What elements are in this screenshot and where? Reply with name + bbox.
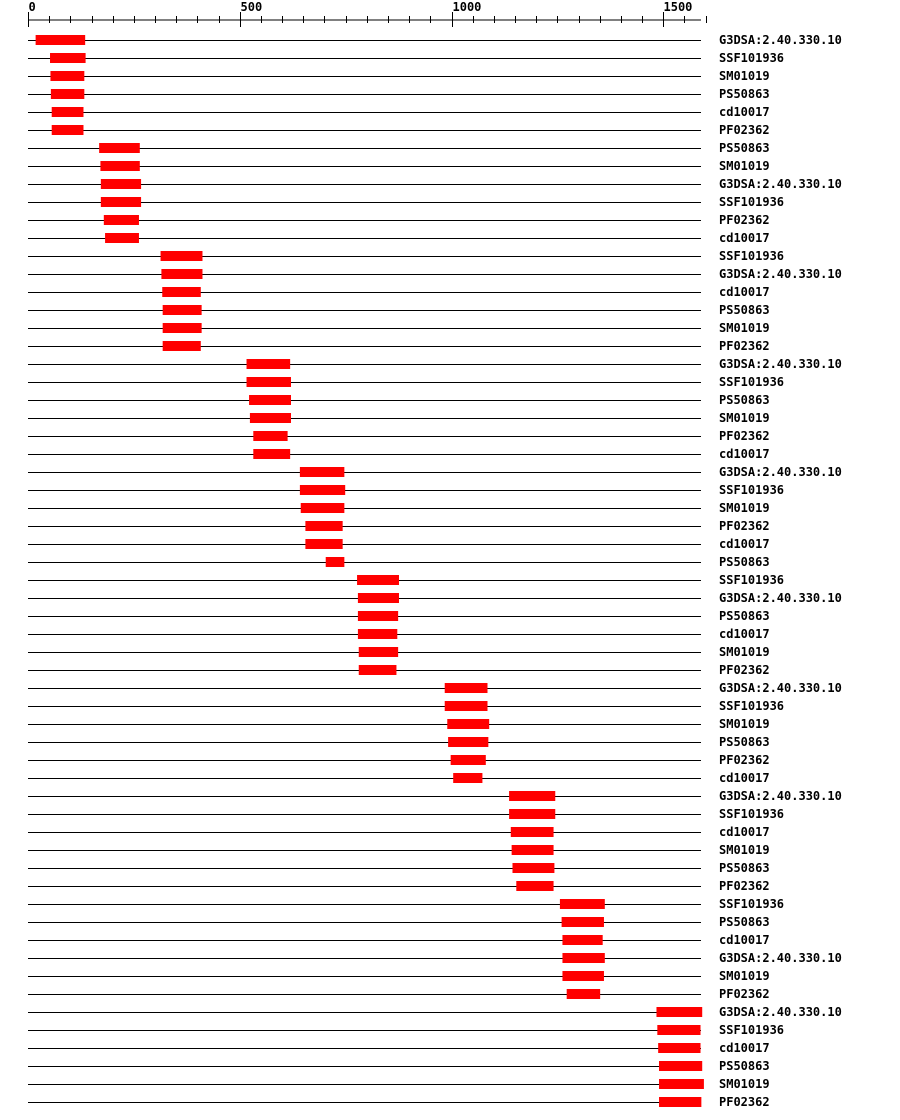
- track-row: [28, 861, 770, 875]
- track-label: cd10017: [719, 285, 770, 299]
- feature-bar[interactable]: [562, 935, 602, 945]
- track-row: [28, 1005, 842, 1019]
- feature-bar[interactable]: [567, 989, 600, 999]
- track-row: [28, 465, 842, 479]
- track-row: [28, 105, 770, 119]
- feature-bar[interactable]: [658, 1043, 700, 1053]
- feature-bar[interactable]: [253, 431, 287, 441]
- track-label: SM01019: [719, 69, 770, 83]
- feature-bar[interactable]: [451, 755, 486, 765]
- feature-bar[interactable]: [163, 341, 201, 351]
- feature-bar[interactable]: [161, 269, 202, 279]
- track-row: [28, 987, 770, 1001]
- feature-bar[interactable]: [163, 323, 202, 333]
- track-row: [28, 573, 784, 587]
- track-label: SSF101936: [719, 375, 785, 389]
- track-label: PF02362: [719, 663, 770, 677]
- feature-bar[interactable]: [326, 557, 345, 567]
- track-row: [28, 87, 770, 101]
- track-label: SSF101936: [719, 51, 785, 65]
- track-label: SSF101936: [719, 483, 785, 497]
- track-label: PF02362: [719, 123, 770, 137]
- feature-bar[interactable]: [445, 683, 488, 693]
- track-label: G3DSA:2.40.330.10: [719, 357, 842, 371]
- track-row: [28, 1077, 770, 1091]
- feature-bar[interactable]: [358, 611, 398, 621]
- tick-label: 0: [28, 0, 36, 14]
- track-row: [28, 33, 842, 47]
- track-label: G3DSA:2.40.330.10: [719, 591, 842, 605]
- track-label: PF02362: [719, 879, 770, 893]
- track-row: [28, 501, 770, 515]
- track-label: cd10017: [719, 231, 770, 245]
- track-label: SM01019: [719, 969, 770, 983]
- track-row: [28, 249, 784, 263]
- feature-bar[interactable]: [250, 413, 291, 423]
- track-label: SM01019: [719, 717, 770, 731]
- track-label: SSF101936: [719, 249, 785, 263]
- track-row: [28, 321, 770, 335]
- track-row: [28, 879, 770, 893]
- feature-bar[interactable]: [659, 1079, 704, 1089]
- track-row: [28, 285, 770, 299]
- feature-bar[interactable]: [509, 809, 555, 819]
- track-label: cd10017: [719, 825, 770, 839]
- track-row: [28, 753, 770, 767]
- track-row: [28, 357, 842, 371]
- track-row: [28, 519, 770, 533]
- track-row: [28, 1023, 784, 1037]
- feature-bar[interactable]: [300, 485, 345, 495]
- feature-bar[interactable]: [509, 791, 555, 801]
- track-row: [28, 591, 842, 605]
- feature-bar[interactable]: [100, 161, 139, 171]
- track-label: PF02362: [719, 1095, 770, 1109]
- feature-bar[interactable]: [36, 35, 86, 45]
- feature-bar[interactable]: [249, 395, 291, 405]
- track-row: [28, 51, 784, 65]
- track-row: [28, 789, 842, 803]
- feature-bar[interactable]: [162, 287, 201, 297]
- track-row: [28, 69, 770, 83]
- track-label: PS50863: [719, 609, 770, 623]
- feature-bar[interactable]: [50, 71, 84, 81]
- feature-bar[interactable]: [50, 53, 86, 63]
- feature-bar[interactable]: [358, 629, 397, 639]
- track-row: [28, 681, 842, 695]
- feature-bar[interactable]: [511, 827, 554, 837]
- track-row: [28, 1095, 770, 1109]
- track-label: SM01019: [719, 645, 770, 659]
- feature-bar[interactable]: [659, 1097, 701, 1107]
- feature-bar[interactable]: [105, 233, 139, 243]
- track-row: [28, 951, 842, 965]
- feature-bar[interactable]: [253, 449, 290, 459]
- feature-bar[interactable]: [659, 1061, 702, 1071]
- track-label: cd10017: [719, 627, 770, 641]
- track-row: [28, 447, 770, 461]
- feature-bar[interactable]: [358, 593, 399, 603]
- track-label: SM01019: [719, 843, 770, 857]
- track-row: [28, 645, 770, 659]
- track-label: SM01019: [719, 159, 770, 173]
- track-label: SM01019: [719, 1077, 770, 1091]
- track-label: G3DSA:2.40.330.10: [719, 951, 842, 965]
- feature-bar[interactable]: [512, 845, 554, 855]
- track-row: [28, 933, 770, 947]
- feature-bar[interactable]: [247, 377, 291, 387]
- track-label: SSF101936: [719, 807, 785, 821]
- feature-bar[interactable]: [656, 1007, 702, 1017]
- track-row: [28, 969, 770, 983]
- feature-bar[interactable]: [357, 575, 399, 585]
- track-row: [28, 537, 770, 551]
- track-row: [28, 375, 784, 389]
- track-label: cd10017: [719, 105, 770, 119]
- feature-bar[interactable]: [359, 665, 397, 675]
- track-label: SM01019: [719, 411, 770, 425]
- track-row: [28, 807, 784, 821]
- track-label: PS50863: [719, 393, 770, 407]
- feature-bar[interactable]: [99, 143, 140, 153]
- feature-bar[interactable]: [51, 89, 84, 99]
- track-row: [28, 1059, 770, 1073]
- track-row: [28, 717, 770, 731]
- tick-label: 1500: [663, 0, 693, 14]
- track-row: [28, 609, 770, 623]
- feature-bar[interactable]: [163, 305, 202, 315]
- track-row: [28, 1041, 770, 1055]
- feature-bar[interactable]: [161, 251, 203, 261]
- track-row: [28, 915, 770, 929]
- feature-bar[interactable]: [247, 359, 291, 369]
- feature-bar[interactable]: [104, 215, 139, 225]
- track-label: G3DSA:2.40.330.10: [719, 177, 842, 191]
- tick-label: 500: [240, 0, 263, 14]
- position-axis: [28, 0, 707, 27]
- track-label: PS50863: [719, 141, 770, 155]
- track-row: [28, 159, 770, 173]
- track-label: G3DSA:2.40.330.10: [719, 681, 842, 695]
- feature-bar[interactable]: [453, 773, 482, 783]
- feature-bar[interactable]: [101, 197, 141, 207]
- feature-bar[interactable]: [300, 467, 344, 477]
- track-row: [28, 555, 770, 569]
- track-row: [28, 141, 770, 155]
- feature-bar[interactable]: [52, 125, 84, 135]
- feature-bar[interactable]: [305, 521, 342, 531]
- track-label: G3DSA:2.40.330.10: [719, 33, 842, 47]
- track-row: [28, 735, 770, 749]
- track-row: [28, 339, 770, 353]
- track-label: PF02362: [719, 213, 770, 227]
- feature-bar[interactable]: [101, 179, 141, 189]
- track-row: [28, 429, 770, 443]
- track-label: G3DSA:2.40.330.10: [719, 1005, 842, 1019]
- track-row: [28, 123, 770, 137]
- feature-bar[interactable]: [52, 107, 84, 117]
- track-row: [28, 393, 770, 407]
- track-label: SM01019: [719, 501, 770, 515]
- track-row: [28, 825, 770, 839]
- track-label: PS50863: [719, 303, 770, 317]
- track-label: G3DSA:2.40.330.10: [719, 465, 842, 479]
- track-label: PS50863: [719, 861, 770, 875]
- track-label: G3DSA:2.40.330.10: [719, 267, 842, 281]
- track-row: [28, 771, 770, 785]
- track-label: cd10017: [719, 771, 770, 785]
- track-label: SSF101936: [719, 1023, 785, 1037]
- track-row: [28, 213, 770, 227]
- feature-bar[interactable]: [560, 899, 605, 909]
- track-row: [28, 699, 784, 713]
- feature-bar[interactable]: [445, 701, 488, 711]
- feature-bar[interactable]: [562, 917, 604, 927]
- track-label: cd10017: [719, 933, 770, 947]
- track-label: PS50863: [719, 915, 770, 929]
- feature-bar[interactable]: [562, 953, 604, 963]
- track-label: PF02362: [719, 519, 770, 533]
- track-label: SSF101936: [719, 573, 785, 587]
- track-label: PF02362: [719, 339, 770, 353]
- track-row: [28, 195, 784, 209]
- track-row: [28, 843, 770, 857]
- track-row: [28, 897, 784, 911]
- track-label: SSF101936: [719, 897, 785, 911]
- track-label: PS50863: [719, 555, 770, 569]
- feature-bar[interactable]: [359, 647, 398, 657]
- feature-tracks: [28, 33, 842, 1109]
- track-row: [28, 267, 842, 281]
- track-row: [28, 663, 770, 677]
- track-label: PF02362: [719, 987, 770, 1001]
- track-label: PF02362: [719, 753, 770, 767]
- feature-bar[interactable]: [562, 971, 604, 981]
- track-row: [28, 483, 784, 497]
- track-row: [28, 303, 770, 317]
- track-label: cd10017: [719, 1041, 770, 1055]
- track-label: PS50863: [719, 87, 770, 101]
- feature-bar[interactable]: [512, 863, 554, 873]
- track-row: [28, 627, 770, 641]
- track-label: SSF101936: [719, 195, 785, 209]
- track-label: cd10017: [719, 447, 770, 461]
- track-label: cd10017: [719, 537, 770, 551]
- feature-bar[interactable]: [516, 881, 553, 891]
- feature-bar[interactable]: [448, 737, 488, 747]
- feature-bar[interactable]: [301, 503, 345, 513]
- track-row: [28, 177, 842, 191]
- track-label: PS50863: [719, 735, 770, 749]
- track-label: PF02362: [719, 429, 770, 443]
- track-label: SM01019: [719, 321, 770, 335]
- track-label: SSF101936: [719, 699, 785, 713]
- track-row: [28, 411, 770, 425]
- tick-label: 1000: [452, 0, 482, 14]
- feature-bar[interactable]: [447, 719, 489, 729]
- feature-bar[interactable]: [657, 1025, 700, 1035]
- feature-bar[interactable]: [305, 539, 342, 549]
- track-label: PS50863: [719, 1059, 770, 1073]
- track-row: [28, 231, 770, 245]
- track-label: G3DSA:2.40.330.10: [719, 789, 842, 803]
